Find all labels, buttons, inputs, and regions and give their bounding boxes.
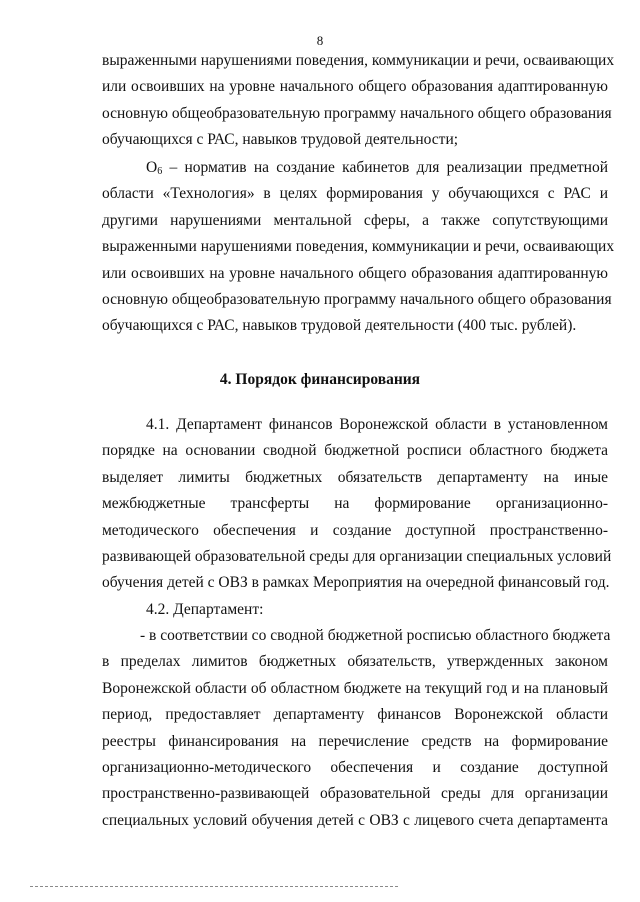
text-line: основную общеобразовательную программу начального общего образования [102,104,612,122]
text-line: Воронежской области об областном бюджете на текущий год и на плановый [102,679,608,697]
text-line: специальных условий обучения детей с ОВЗ с лицевого счета департамента [102,811,608,829]
text-line: обучающихся с РАС, навыков трудовой деятельности; [102,131,459,149]
text-line: межбюджетные трансферты на формирование организационно- [102,495,608,513]
text-line: области «Технология» в целях формирования у обучающихся с РАС и [102,185,608,203]
text-line: обучающихся с РАС, навыков трудовой деятельности (400 тыс. рублей). [102,317,577,335]
text-line: основную общеобразовательную программу начального общего образования [102,290,612,308]
page-number: 8 [316,33,324,48]
text-line: 4.2. Департамент: [146,601,264,618]
text-line-rest: – норматив на создание кабинетов для реализации предметной [162,159,608,176]
symbol-subscript: 6 [157,166,163,177]
text-line: обучения детей с ОВЗ в рамках Мероприятия на очередной финансовый год. [102,574,610,592]
text-line: выраженными нарушениями поведения, коммуникации и речи, осваивающих [102,52,615,69]
text-line-first [102,155,608,181]
text-line: организационно-методического обеспечения и создание доступной [102,758,608,776]
paragraph-continuation [102,48,615,154]
text-line-first: 4.1. Департамент финансов Воронежской области в установленном [146,416,608,433]
text-line: в пределах лимитов бюджетных обязательств, утвержденных законом [102,653,608,671]
section-heading: 4. Порядок финансирования [219,371,421,388]
paragraph-4-1 [102,412,612,597]
paragraph-4-2-title [102,597,608,623]
text-line: другими нарушениями ментальной сферы, а также сопутствующими [102,211,608,229]
text-line: методического обеспечения и создание доступной пространственно- [102,521,608,539]
scan-edge-rule [30,886,398,887]
text-line: период, предоставляет департаменту финансов Воронежской области [102,706,608,724]
text-line: пространственно-развивающей образовательной среды для организации [102,785,608,803]
text-line: порядке на основании сводной бюджетной росписи областного бюджета [102,442,608,460]
paragraph-4-2-item [102,623,611,834]
text-line: развивающей образовательной среды для организации специальных условий [102,547,612,565]
text-line: выделяет лимиты бюджетных обязательств департаменту на иные [102,468,608,486]
text-line: выраженными нарушениями поведения, коммуникации и речи, осваивающих [102,238,615,256]
text-line-first: - в соответствии со сводной бюджетной росписью областного бюджета [140,627,611,644]
text-line: или освоивших на уровне начального общего образования адаптированную [102,264,608,282]
paragraph-o6 [102,155,615,340]
text-line: или освоивших на уровне начального общего образования адаптированную [102,78,608,96]
symbol-o: О [146,159,158,176]
text-line: реестры финансирования на перечисление средств на формирование [102,732,608,750]
